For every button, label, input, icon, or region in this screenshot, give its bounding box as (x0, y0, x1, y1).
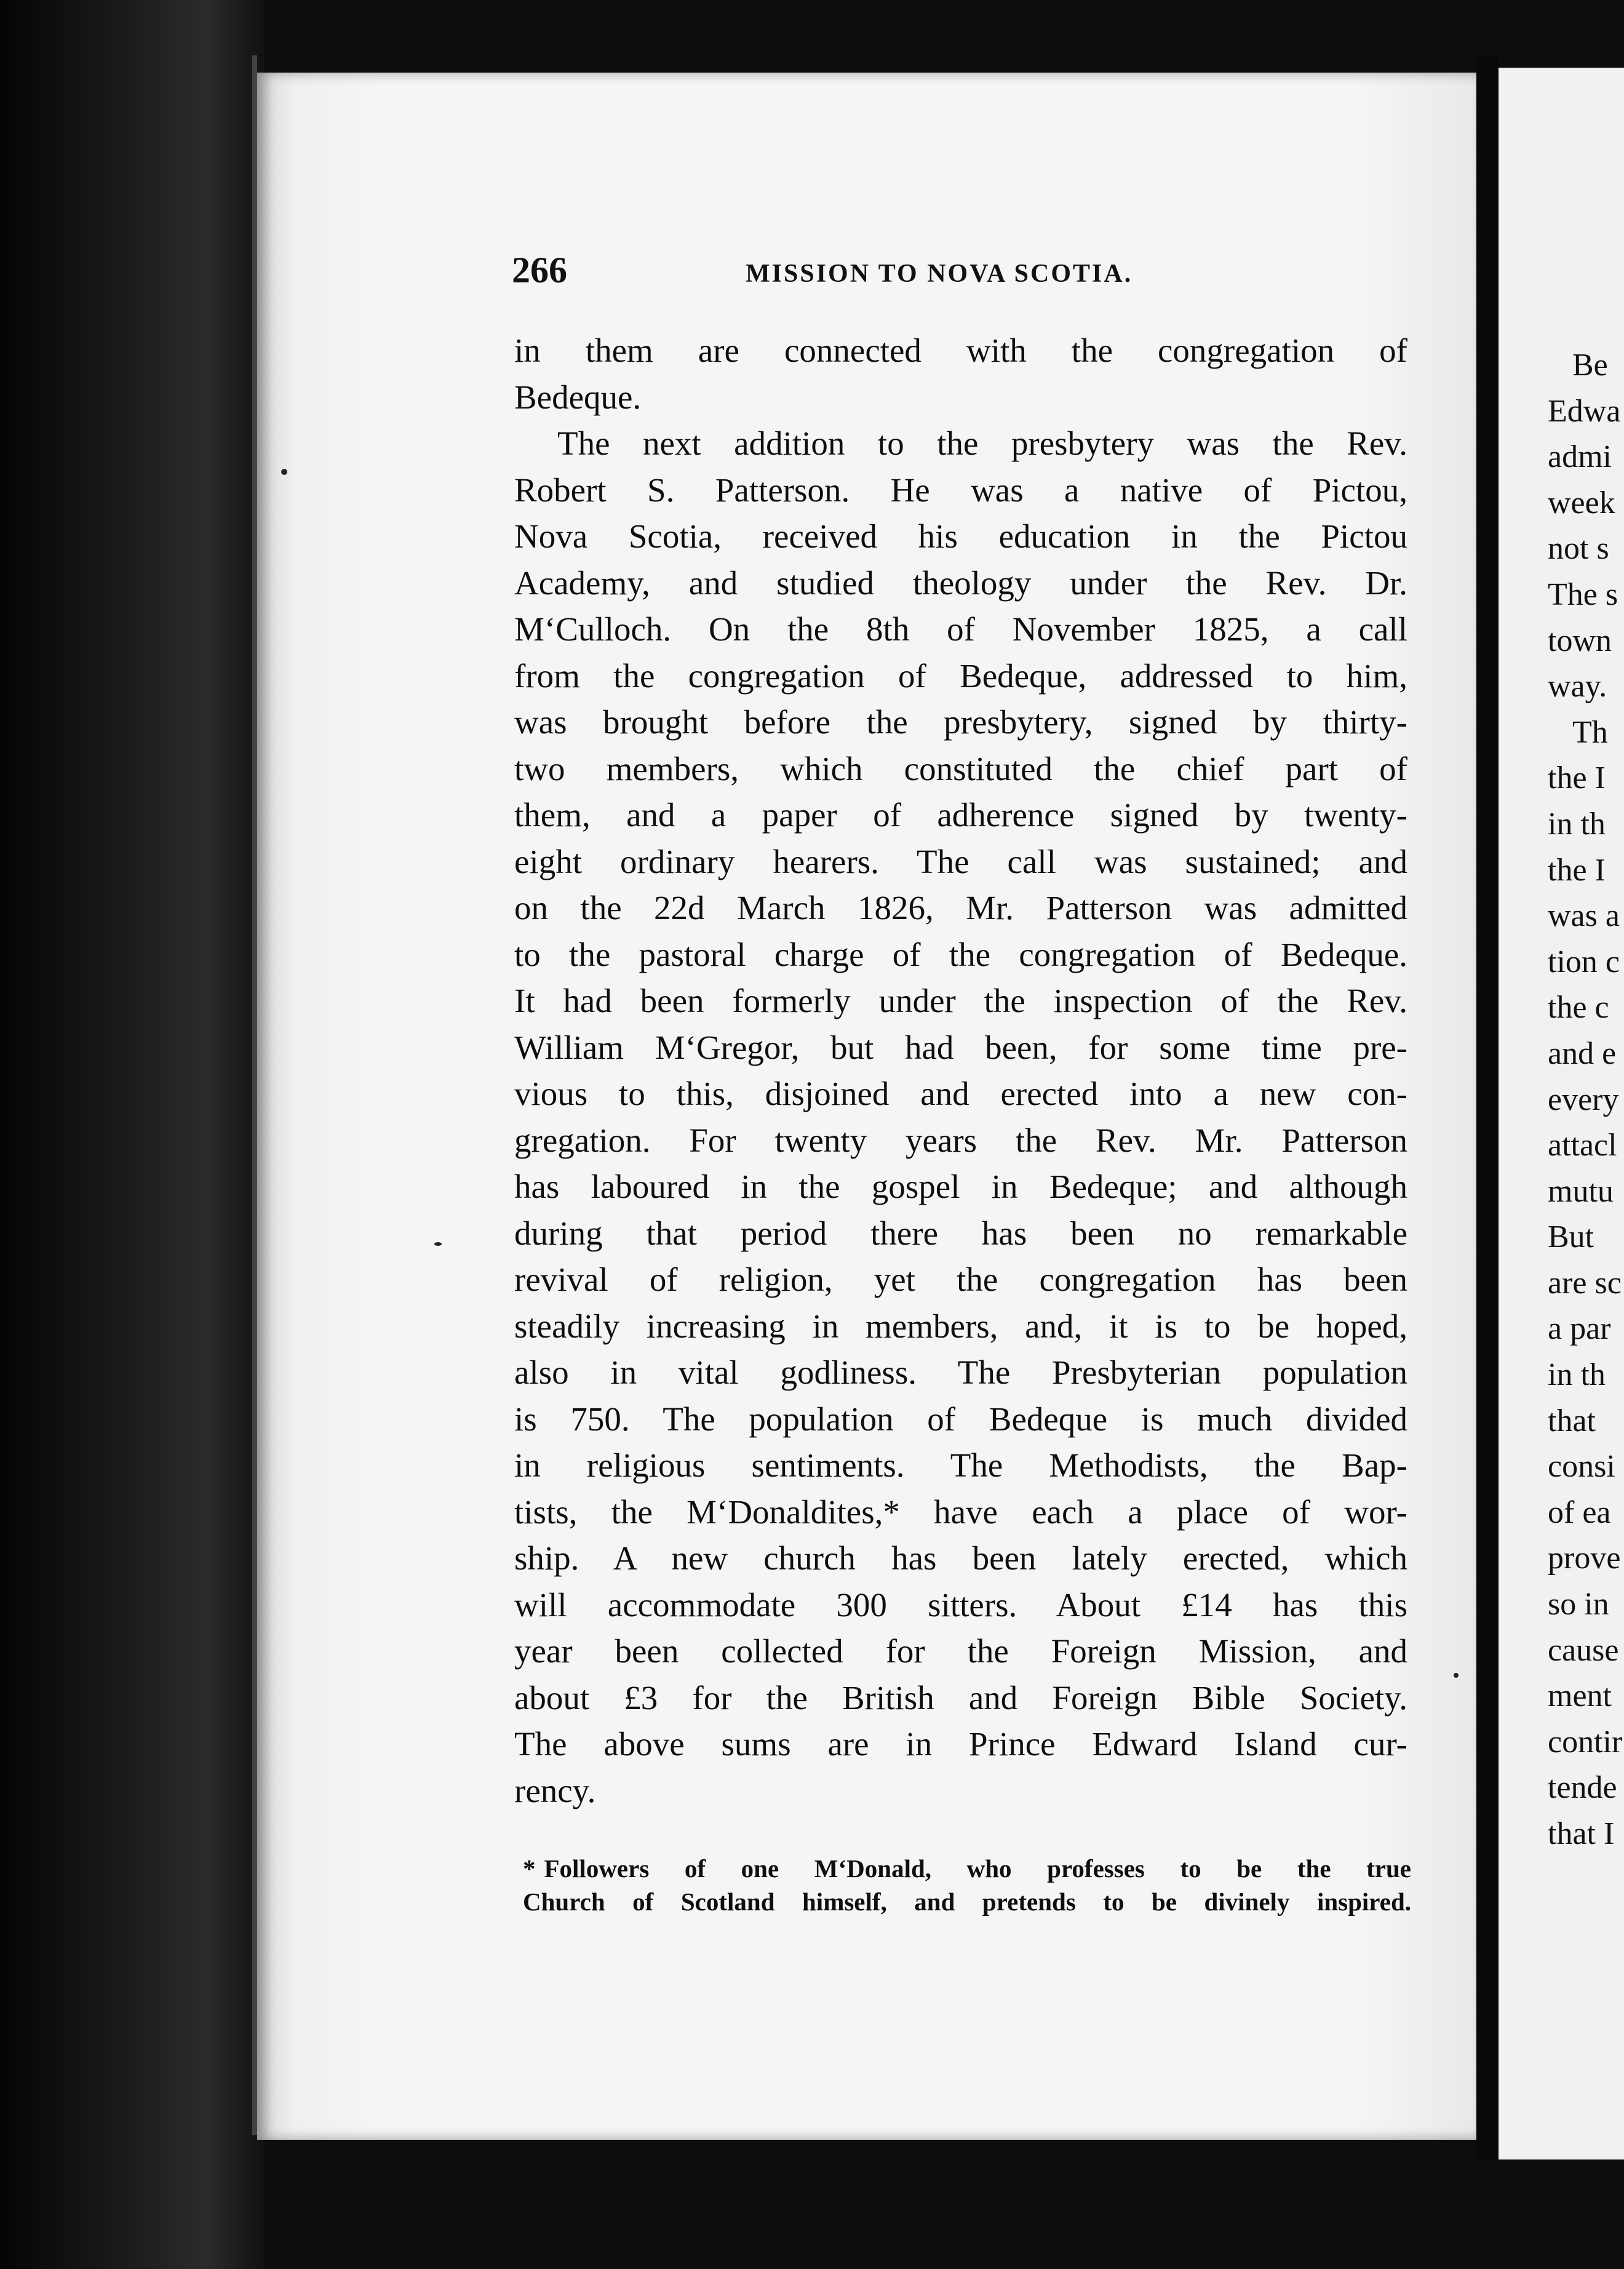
text-line: Nova Scotia, received his education in the Pictou (514, 517, 1407, 555)
running-head: MISSION TO NOVA SCOTIA. (746, 260, 1133, 288)
facing-page-line: was a (1548, 898, 1620, 934)
facing-page-line: the c (1548, 990, 1609, 1026)
text-line: tists, the M‘Donaldites,* have each a place of wor- (514, 1493, 1407, 1531)
text-line: William M‘Gregor, but had been, for some time pre- (514, 1028, 1407, 1066)
text-line: them, and a paper of adherence signed by twenty- (514, 796, 1407, 834)
page-number: 266 (512, 250, 567, 290)
facing-page-line: tende (1548, 1770, 1617, 1806)
facing-page-line: in th (1548, 1357, 1606, 1393)
facing-page-line: are sc (1548, 1265, 1622, 1301)
page-header (512, 249, 1410, 298)
footnote-line-text: Followers of one M‘Donald, who professes to be the true (544, 1854, 1411, 1883)
facing-page-line: week (1548, 485, 1615, 520)
text-line: is 750. The population of Bedeque is much divided (514, 1400, 1407, 1438)
text-line: two members, which constituted the chief part of (514, 749, 1407, 788)
text-line: eight ordinary hearers. The call was sustained; and (514, 842, 1407, 880)
text-line: during that period there has been no remarkable (514, 1214, 1407, 1252)
facing-page-line: Edwa (1548, 393, 1621, 429)
text-line: about £3 for the British and Foreign Bible Society. (514, 1678, 1407, 1717)
facing-page-line: prove (1548, 1541, 1621, 1576)
facing-page-line: of ea (1548, 1494, 1611, 1530)
text-line: ship. A new church has been lately erected, which (514, 1539, 1407, 1577)
body-text (514, 327, 1407, 1814)
facing-page-line: Th (1572, 714, 1608, 750)
facing-page-line: But (1548, 1219, 1594, 1255)
text-line: revival of religion, yet the congregation has been (514, 1261, 1407, 1298)
ink-speck (434, 1242, 442, 1246)
facing-page-line: not s (1548, 531, 1609, 567)
text-line: rency. (514, 1771, 596, 1809)
page-gutter (1476, 55, 1499, 2159)
text-line: steadily increasing in members, and, it is to be hoped, (514, 1307, 1407, 1345)
text-line: The above sums are in Prince Edward Island cur- (514, 1725, 1407, 1763)
facing-page-line: every (1548, 1082, 1619, 1117)
facing-page-text (1548, 343, 1624, 1857)
facing-page-line: town (1548, 623, 1612, 658)
text-line: Robert S. Patterson. He was a native of Pictou, (514, 471, 1407, 509)
text-line: It had been formerly under the inspection of the Rev. (514, 982, 1407, 1019)
text-line: from the congregation of Bedeque, addressed to him, (514, 656, 1407, 695)
facing-page-line: that I (1548, 1816, 1615, 1851)
facing-page-line: tion c (1548, 944, 1620, 979)
facing-page-line: the I (1548, 852, 1606, 888)
ink-speck (1454, 1673, 1459, 1678)
facing-page-line: The s (1548, 576, 1618, 612)
text-line: vious to this, disjoined and erected into a new con- (514, 1075, 1407, 1112)
text-line: M‘Culloch. On the 8th of November 1825, a call (514, 610, 1407, 648)
footnote-line: Church of Scotland himself, and pretends to be divinely inspired. (523, 1888, 1411, 1916)
text-line: gregation. For twenty years the Rev. Mr. Patterson (514, 1121, 1407, 1159)
facing-page-line: attacl (1548, 1128, 1617, 1163)
text-line: year been collected for the Foreign Mission, and (514, 1632, 1407, 1670)
text-line: in them are connected with the congregation of (514, 332, 1407, 369)
facing-page-line: cause (1548, 1632, 1619, 1668)
footnote-line (523, 1852, 1411, 1885)
facing-page-line: ment (1548, 1678, 1612, 1714)
text-line: Bedeque. (514, 378, 642, 416)
facing-page-line: a par (1548, 1311, 1611, 1347)
facing-page-line: in th (1548, 806, 1606, 842)
facing-page-line: so in (1548, 1587, 1609, 1622)
facing-page-line: consi (1548, 1449, 1615, 1485)
facing-page-line: contir (1548, 1724, 1623, 1760)
page-edge (252, 55, 257, 2135)
facing-page-line: that (1548, 1403, 1596, 1438)
text-line: The next addition to the presbytery was the Rev. (557, 425, 1407, 462)
text-line: Academy, and studied theology under the Rev. Dr. (514, 564, 1407, 602)
text-line: in religious sentiments. The Methodists, the Bap- (514, 1446, 1407, 1484)
footnote-mark: * (523, 1854, 536, 1883)
facing-page-line: admi (1548, 439, 1612, 475)
facing-page-line: and e (1548, 1035, 1617, 1071)
text-line: will accommodate 300 sitters. About £14 has this (514, 1585, 1407, 1624)
text-line: was brought before the presbytery, signed by thirty- (514, 703, 1407, 741)
text-line: to the pastoral charge of the congregation of Bedeque. (514, 935, 1407, 973)
text-line: has laboured in the gospel in Bedeque; and although (514, 1168, 1407, 1205)
facing-page (1499, 68, 1624, 2159)
facing-page-line: mutu (1548, 1173, 1614, 1209)
facing-page-line: Be (1572, 348, 1608, 383)
text-line: also in vital godliness. The Presbyterian population (514, 1354, 1407, 1391)
ink-speck (281, 469, 287, 475)
facing-page-line: the I (1548, 760, 1606, 796)
footnote (523, 1852, 1411, 1918)
book-binding (0, 0, 265, 2269)
text-line: on the 22d March 1826, Mr. Patterson was admitted (514, 889, 1407, 927)
facing-page-line: way. (1548, 669, 1607, 704)
